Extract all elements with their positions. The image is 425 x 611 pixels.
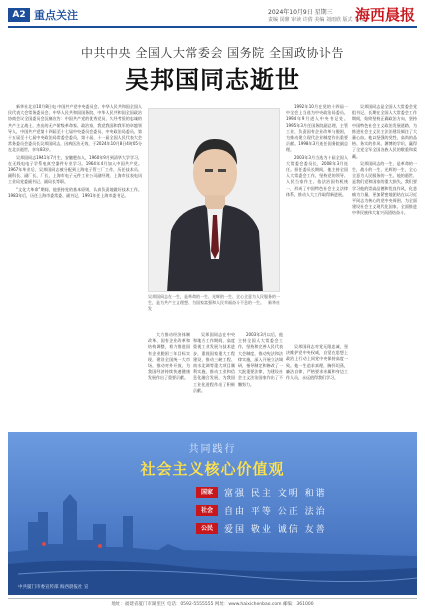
article-column-3 (352, 104, 417, 426)
value-row-national (196, 484, 396, 500)
value-row-society (196, 502, 396, 518)
value-words: 富强 民主 文明 和谐 (224, 489, 327, 499)
paragraph: 2003年3月以后，他主持全国人大常委会工作，坚持和完善人民代表大会制度，推动宪法和法律实施，深入开展立法调研，指导制定和修改了一大批重要法律，为建设社会主义法治国家作出了不懈努力。 (238, 332, 283, 387)
header-divider (8, 26, 417, 28)
value-words: 自由 平等 公正 法治 (224, 507, 327, 517)
page-number: A2 (8, 8, 30, 22)
page-footer: 地址：福建省厦门市湖里区 电话：0592-5555555 网址：www.haixichenbao.com 邮编：361000 (8, 598, 417, 607)
value-words: 爱国 敬业 诚信 友善 (224, 525, 327, 535)
portrait-figure (148, 108, 280, 326)
photo-caption: 吴邦国同志在一生，是革命的一生、光辉的一生、全心全意为人民服务的一生，是为共产主义理想、为国家富强和人民幸福奋斗不息的一生。 新华社发 (148, 294, 280, 311)
paragraph: 吴邦国同志对党无限忠诚，坚决维护党中央权威，自觉在思想上政治上行动上同党中央保持高度一致。他一生追求真理，胸怀坦荡，廉洁自律，严格要求亲属和身边工作人员，永远值得我们学习。 (286, 344, 348, 381)
paragraph: 吴邦国同志是全国人大常委会党组书记，长期在全国人大常委会工作期间，始终坚持正确政治方向，坚持中国特色社会主义政治发展道路，为推进社会主义民主法治建设倾注了大量心血。他以坚强的党性、高尚的品格、务实的作风、渊博的学识，赢得了全党全军全国各族人民的敬重和爱戴。 (352, 104, 417, 159)
paragraph: 2003年3月当选为十届全国人大常委会委员长，2008年3月连任。担任委员长期间，他主持全国人大常委会工作，坚持党的领导、人民当家作主、依法治国有机统一，形成了中国特色社会主义法律体系，推动人大工作取得新进展。 (286, 154, 348, 197)
banner-title: 社会主义核心价值观 (140, 460, 285, 478)
portrait-illustration (149, 109, 280, 292)
article-bottom-column-1 (148, 332, 190, 426)
value-row-citizen (196, 520, 396, 536)
article-column-2 (286, 104, 348, 340)
paragraph: 大力推动经济体制改革、国有企业改革和结构调整，着力推进国有企业脱困三年目标实现，建设全国统一大市场，推动对外开放，为我国经济持续快速健康发展作出了重要贡献。 (148, 332, 190, 381)
paragraph: 吴邦国同志的一生，是革命的一生，战斗的一生，光辉的一生，全心全意为人民服务的一生。他的逝世，是我们党和国家的重大损失。我们要学习他的崇高品德和优良作风，化悲痛为力量，更加紧密地团结在以习近平同志为核心的党中央周围，为全面建设社会主义现代化国家、全面推进中华民族伟大复兴而团结奋斗。 (352, 160, 417, 216)
editor-credits: 责编 闵鼎 审读 许倩 美编 刘雨欣 版式 马程 (268, 17, 365, 23)
paragraph: 1992年10月在党的十四届一中全会上当选为中央政治局委员，1994年9月进入中央书记处。1995年3月任国务院副总理，主管工业，负责国有企业改革与脱困，为推动建立现代企业制度作出重要贡献。1998年3月连任国务院副总理。 (286, 104, 348, 153)
paragraph: 吴邦国同志在中央和地方工作期间，高度重视工业发展与技术进步，重视国家重大工程建设，推动三峡工程、南水北调等重大项目顺利实施，推动工业和信息化融合发展，为我国工业化进程作出了积极贡献。 (193, 332, 235, 393)
sub-headline: 中共中央 全国人大常委会 国务院 全国政协讣告 (81, 46, 344, 60)
article-bottom-column-2 (193, 332, 235, 426)
page-header (0, 0, 425, 30)
article-bottom-column-4 (286, 344, 348, 426)
issue-date: 2024年10月9日 星期三 (268, 9, 333, 16)
banner-kicker: 共同践行 (188, 444, 237, 455)
core-values-banner (8, 432, 417, 595)
section-title: 重点关注 (34, 9, 78, 22)
value-tag: 国家 (196, 487, 218, 498)
headline: 吴邦国同志逝世 (125, 65, 300, 94)
article-bottom-column-3 (238, 332, 283, 426)
value-tag: 公民 (196, 523, 218, 534)
article-column-1 (8, 104, 142, 426)
value-tag: 社会 (196, 505, 218, 516)
banner-credit: 中共厦门市委宣传部 海西晨报社 宣 (18, 585, 89, 590)
newspaper-logo: 海西晨报 (354, 6, 415, 24)
paragraph: “文化大革命”期间，他坚持党的基本原则，认真负责地做好技术工作。1983年后，历任上海市委常委、副书记，1991年任上海市委书记。 (8, 186, 142, 198)
paragraph: 新华社北京10月8日电 中国共产党中央委员会、中华人民共和国全国人民代表大会常务委员会、中华人民共和国国务院、中华人民共和国全国政治协商会议全国委员会沉痛宣告：中国共产党的优秀党员，久经考验的忠诚的共产主义战士，杰出的无产阶级革命家、政治家，我党我国和我军的卓越领导人，中国共产党第十四届至十七届中央委员会委员、中央政治局委员，第十五届至十七届中央政治局常委会委员，第十届、十一届全国人民代表大会常务委员会委员长吴邦国同志，因病医治无效，于2024年10月8日4时05分在北京逝世，享年83岁。 (8, 104, 142, 153)
core-values-list (196, 484, 396, 538)
portrait-photo (148, 108, 280, 292)
paragraph: 吴邦国同志1941年7月生，安徽肥东人，1960年9月到清华大学学习，在无线电电子学系电真空器件专业学习。1964年4月加入中国共产党。1967年毕业后，吴邦国同志被分配到上海电子管三厂工作，历任技术员、副科长、副厂长、厂长，上海市电子元件工业公司副经理，上海市仪表电讯工业局党委副书记、副局长等职。 (8, 154, 142, 185)
